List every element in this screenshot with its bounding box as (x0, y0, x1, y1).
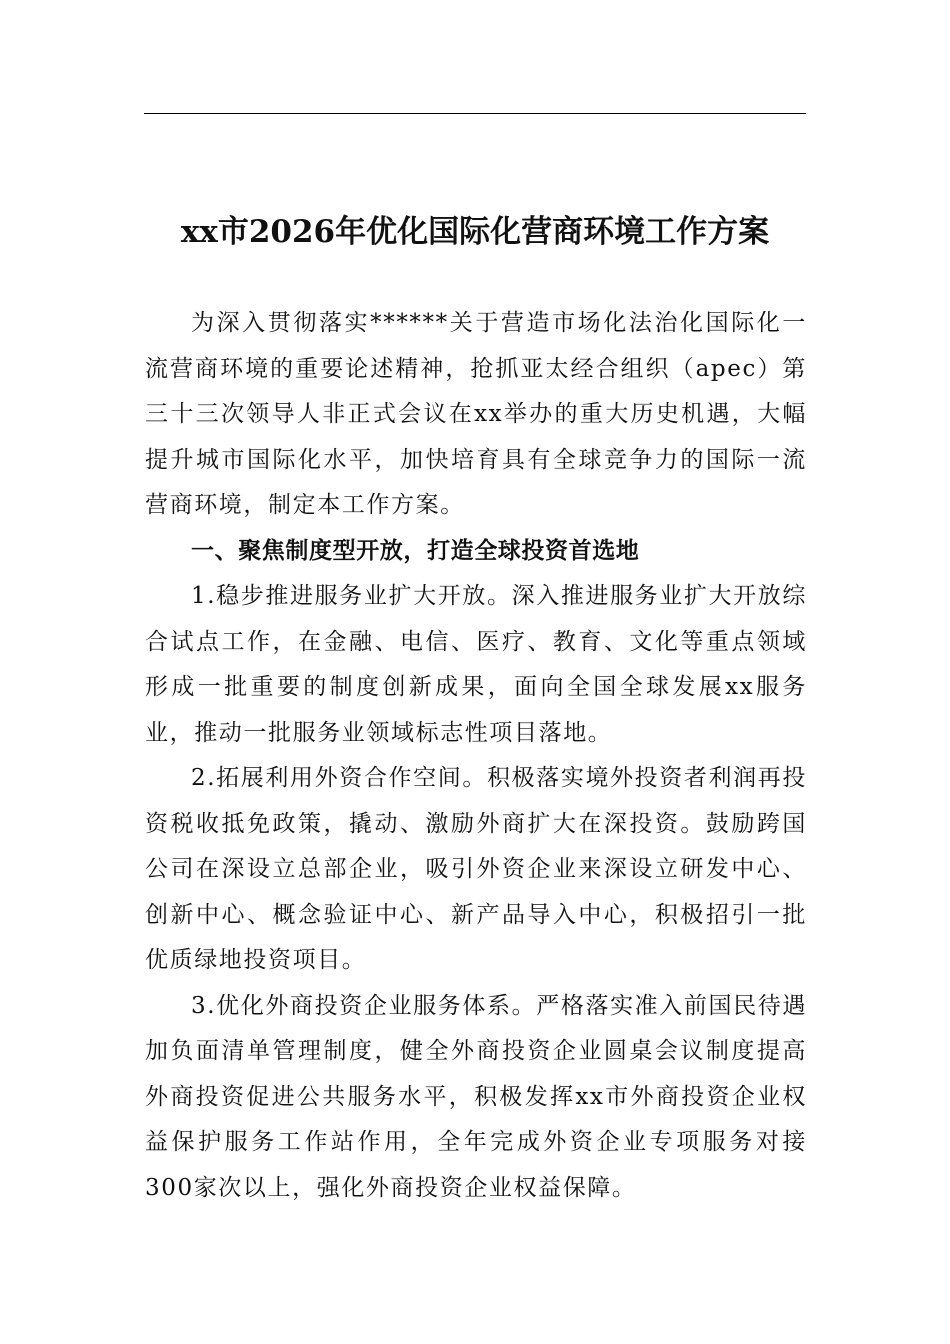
intro-paragraph: 为深入贯彻落实******关于营造市场化法治化国际化一流营商环境的重要论述精神，抢抓亚太经合组织（apec）第三十三次领导人非正式会议在xx举办的重大历史机遇，大幅提升城市国际化水平，加快培育具有全球竞争力的国际一流营商环境，制定本工作方案。 (145, 310, 807, 518)
header-rule (144, 113, 806, 114)
document-title: xx市2026年优化国际化营商环境工作方案 (180, 213, 770, 250)
item-paragraph-3: 3.优化外商投资企业服务体系。严格落实准入前国民待遇加负面清单管理制度，健全外商投资企业圆桌会议制度提高外商投资促进公共服务水平，积极发挥xx市外商投资企业权益保护服务工作站作用，全年完成外资企业专项服务对接300家次以上，强化外商投资企业权益保障。 (145, 992, 807, 1201)
item-paragraph-2: 2.拓展利用外资合作空间。积极落实境外投资者利润再投资税收抵免政策，撬动、激励外商扩大在深投资。鼓励跨国公司在深设立总部企业，吸引外资企业来深设立研发中心、创新中心、概念验证中心、新产品导入中心，积极招引一批优质绿地投资项目。 (145, 765, 807, 973)
section-heading-1: 一、聚焦制度型开放，打造全球投资首选地 (191, 537, 640, 564)
item-paragraph-1: 1.稳步推进服务业扩大开放。深入推进服务业扩大开放综合试点工作，在金融、电信、医疗、教育、文化等重点领域形成一批重要的制度创新成果，面向全国全球发展xx服务业，推动一批服务业领域标志性项目落地。 (145, 583, 807, 746)
document-body (145, 301, 807, 1211)
